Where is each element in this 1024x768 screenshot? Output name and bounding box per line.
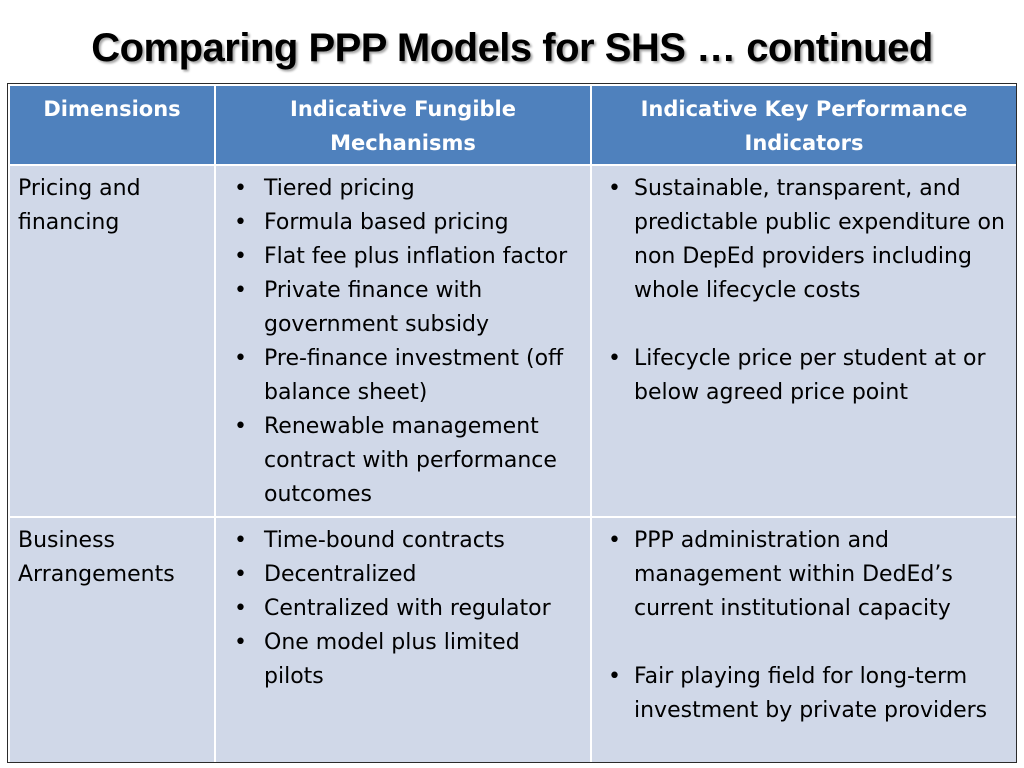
comparison-table [8,84,1018,764]
kpis-list [600,524,1008,728]
list-item: • Pre-finance investment (off balance sheet) [224,342,582,410]
list-item: • Tiered pricing [224,172,582,206]
list-item: • Formula based pricing [224,206,582,240]
mechanisms-cell [215,165,591,517]
table-row [9,517,1017,763]
header-kpis: Indicative Key Performance Indicators [591,85,1017,165]
dimension-label: Pricing and financing [18,176,141,235]
mechanisms-cell [215,517,591,763]
kpis-list [600,172,1008,410]
dimension-cell [9,517,215,763]
list-item: • Lifecycle price per student at or below agreed price point [600,342,1008,410]
header-dimensions: Dimensions [9,85,215,165]
mechanisms-list [224,172,582,512]
list-item: • Decentralized [224,558,582,592]
list-item: • One model plus limited pilots [224,626,582,694]
list-item: • Sustainable, transparent, and predictable public expenditure on non DepEd providers including whole lifecycle costs [600,172,1008,308]
slide-title: Comparing PPP Models for SHS … continued [91,26,933,70]
list-item: • Time-bound contracts [224,524,582,558]
list-item: • Fair playing field for long-term investment by private providers [600,660,1008,728]
list-item: • Flat fee plus inflation factor [224,240,582,274]
kpis-cell [591,517,1017,763]
list-item: • PPP administration and management within DedEd’s current institutional capacity [600,524,1008,626]
mechanisms-list [224,524,582,694]
kpis-cell [591,165,1017,517]
list-item: • Centralized with regulator [224,592,582,626]
table-row [9,165,1017,517]
table-header-row [9,85,1017,165]
list-item: • Private finance with government subsidy [224,274,582,342]
header-mechanisms: Indicative Fungible Mechanisms [215,85,591,165]
list-item: • Renewable management contract with performance outcomes [224,410,582,512]
dimension-label: Business Arrangements [18,528,175,587]
dimension-cell [9,165,215,517]
